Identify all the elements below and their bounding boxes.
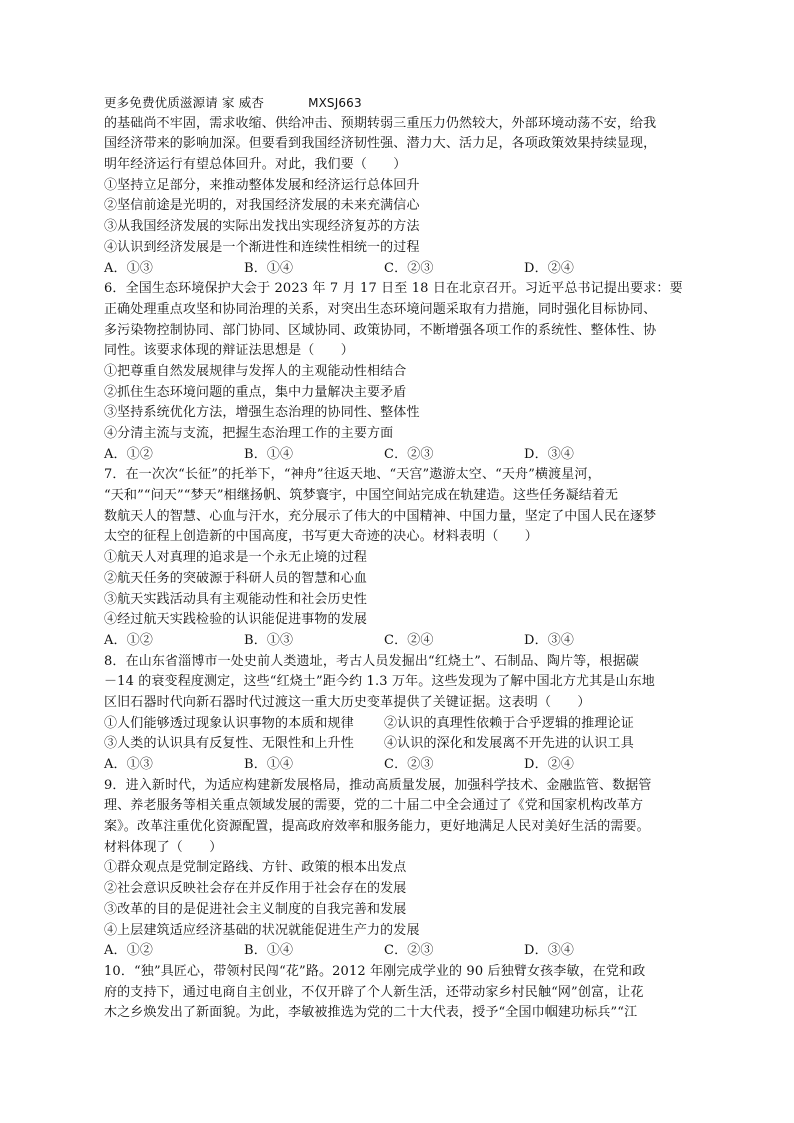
option-a: A．①③ — [104, 757, 153, 772]
statement-item: ③坚持系统优化方法，增强生态治理的协同性、整体性 — [104, 405, 420, 421]
statement-pair — [104, 734, 694, 755]
question-text-line: 案》。改革注重优化资源配置，提高政府效率和服务能力，更好地满足人民对美好生活的需要。 — [104, 819, 650, 835]
question-text-line: 的基础尚不牢固，需求收缩、供给冲击、预期转弱三重压力仍然较大，外部环境动荡不安，给我 — [104, 115, 657, 131]
statement-item: ③改革的目的是促进社会主义制度的自我完善和发展 — [104, 901, 407, 917]
question-text-line: 太空的征程上创造新的中国高度，书写更大奇迹的决心。材料表明（ ） — [104, 529, 538, 545]
statement-pair — [104, 714, 694, 735]
statement-item: ②坚信前途是光明的，对我国经济发展的未来充满信心 — [104, 198, 420, 214]
option-d: D．②④ — [524, 260, 575, 276]
question-text-line: 9．进入新时代，为适应构建新发展格局，推动高质量发展，加强科学技术、金融监管、数据管 — [104, 777, 652, 793]
statement-item: ③从我国经济发展的实际出发找出实现经济复苏的方法 — [104, 219, 420, 235]
answer-options — [104, 755, 694, 776]
option-a: A．①② — [104, 632, 153, 648]
question-text-line: 同性。该要求体现的辩证法思想是（ ） — [104, 343, 354, 359]
option-c: C．②③ — [384, 260, 434, 276]
question-text-line: 数航天人的智慧、心血与汗水，充分展示了伟大的中国精神、中国力量，坚定了中国人民在逐梦 — [104, 508, 657, 524]
question-text-line: 7．在一次次“长征”的托举下，“神舟”往返天地、“天宫”遨游太空、“天舟”横渡星河， — [104, 467, 601, 483]
question-9 — [104, 776, 694, 962]
answer-options — [104, 631, 694, 652]
statement-item: ④认识到经济发展是一个渐进性和连续性相统一的过程 — [104, 239, 420, 255]
answer-options — [104, 445, 694, 466]
option-d: D．②④ — [524, 757, 575, 772]
question-6 — [104, 279, 694, 465]
promo-text: 更多免费优质滋源请 家 威杏 — [104, 95, 265, 110]
statement-item: ④上层建筑适应经济基础的状况就能促进生产力的发展 — [104, 922, 420, 938]
statement-item: ①人们能够透过现象认识事物的本质和规律 — [104, 715, 354, 731]
question-text-line: －14 的衰变程度测定，这些“红烧土”距今约 1.3 万年。这些发现为了解中国北方尤其是山东地 — [104, 674, 655, 690]
question-5 — [104, 114, 694, 280]
question-text-line: 10．“独”具匠心，带领村民闯“花”路。2012 年刚完成学业的 90 后独臂女孩李敏，在党和政 — [104, 963, 646, 979]
option-a: A．①② — [104, 943, 153, 959]
option-d: D．③④ — [524, 446, 575, 462]
statement-item: ④认识的深化和发展离不开先进的认识工具 — [384, 736, 634, 752]
option-b: B．①④ — [244, 260, 294, 276]
statement-item: ①坚持立足部分，来推动整体发展和经济运行总体回升 — [104, 177, 420, 193]
statement-item: ②认识的真理性依赖于合乎逻辑的推理论证 — [384, 715, 634, 731]
question-text-line: 多污染物控制协同、部门协同、区域协同、政策协同，不断增强各项工作的系统性、整体性、协 — [104, 322, 657, 338]
question-text-line: 材料体现了（ ） — [104, 839, 223, 855]
statement-item: ①群众观点是党制定路线、方针、政策的根本出发点 — [104, 860, 407, 876]
answer-options — [104, 941, 694, 962]
question-text-line: 明年经济运行有望总体回升。对此，我们要（ ） — [104, 157, 407, 173]
question-text-line: 国经济带来的影响加深。但要看到我国经济韧性强、潜力大、活力足，各项政策效果持续显现， — [104, 136, 657, 152]
statement-item: ④经过航天实践检验的认识能促进事物的发展 — [104, 612, 368, 628]
statement-item: ④分清主流与支流，把握生态治理工作的主要方面 — [104, 426, 394, 441]
statement-item: ①把尊重自然发展规律与发挥人的主观能动性相结合 — [104, 363, 407, 379]
option-d: D．③④ — [524, 943, 575, 959]
option-c: C．②③ — [384, 757, 434, 772]
question-text-line: “天和”“问天”“梦天”相继扬帆、筑梦寰宇，中国空间站完成在轨建造。这些任务凝结着无 — [104, 488, 619, 504]
statement-item: ②抓住生态环境问题的重点，集中力量解决主要矛盾 — [104, 384, 407, 400]
question-text-line: 8．在山东省淄博市一处史前人类遗址，考古人员发掘出“红烧土”、石制品、陶片等，根据碳 — [104, 653, 639, 669]
question-text-line: 区旧石器时代向新石器时代过渡这一重大历史变革提供了关键证据。这表明（ ） — [104, 694, 591, 710]
option-c: C．②④ — [384, 632, 434, 648]
exam-page — [104, 93, 694, 1024]
statement-item: ②航天任务的突破源于科研人员的智慧和心血 — [104, 570, 368, 586]
question-text-line: 木之乡焕发出了新面貌。为此，李敏被推选为党的二十大代表，授予“全国巾帼建功标兵”“江 — [104, 1005, 638, 1021]
question-10 — [104, 962, 694, 1024]
statement-item: ③航天实践活动具有主观能动性和社会历史性 — [104, 591, 368, 607]
statement-item: ②社会意识反映社会存在并反作用于社会存在的发展 — [104, 881, 407, 897]
option-a: A．①③ — [104, 260, 153, 276]
option-c: C．②③ — [384, 943, 434, 959]
option-b: B．①④ — [244, 446, 294, 462]
question-text-line: 正确处理重点攻坚和协同治理的关系，对突出生态环境问题采取有力措施，同时强化目标协同、 — [104, 301, 657, 317]
option-b: B．①④ — [244, 943, 294, 959]
question-text-line: 理、养老服务等相关重点领域发展的需要，党的二十届二中全会通过了《党和国家机构改革方 — [104, 798, 644, 814]
question-text-line: 6．全国生态环境保护大会于 2023 年 7 月 17 日至 18 日在北京召开。习近平总书记提出要求：要 — [104, 281, 683, 297]
option-b: B．①④ — [244, 757, 294, 772]
question-7 — [104, 465, 694, 651]
promo-header — [104, 93, 694, 114]
question-text-line: 府的支持下，通过电商自主创业，不仅开辟了个人新生活，还带动家乡村民触“网”创富，让花 — [104, 984, 644, 1000]
promo-code: MXSJ663 — [308, 96, 362, 110]
option-b: B．①③ — [244, 632, 294, 648]
question-8 — [104, 652, 694, 776]
option-c: C．②③ — [384, 446, 434, 462]
option-a: A．①② — [104, 446, 153, 462]
statement-item: ①航天人对真理的追求是一个永无止境的过程 — [104, 550, 368, 566]
option-d: D．③④ — [524, 632, 575, 648]
answer-options — [104, 259, 694, 280]
statement-item: ③人类的认识具有反复性、无限性和上升性 — [104, 736, 354, 752]
